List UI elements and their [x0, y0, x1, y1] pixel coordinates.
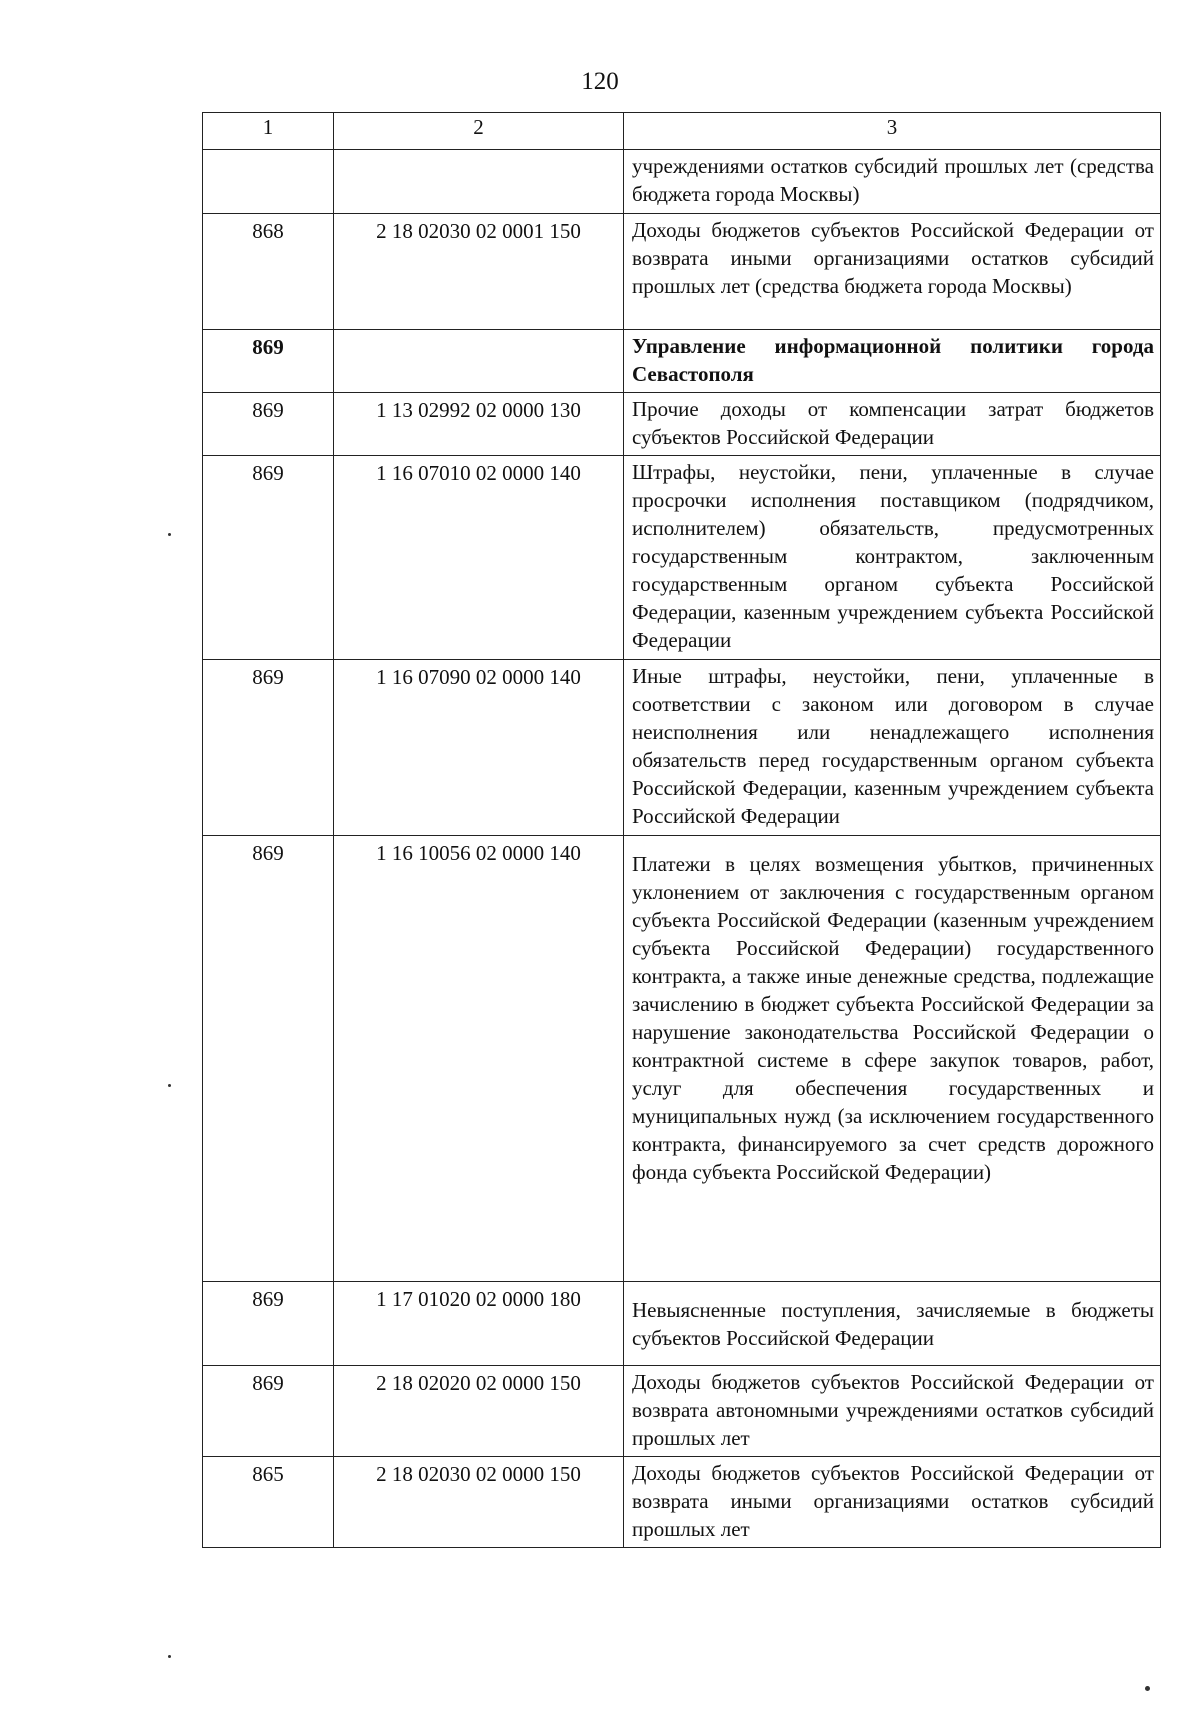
admin-code-cell: 869	[203, 330, 334, 393]
scan-speck	[168, 1655, 171, 1658]
admin-code-cell: 869	[203, 836, 334, 1282]
scan-speck	[1145, 1686, 1150, 1691]
revenue-code-cell: 1 16 07090 02 0000 140	[334, 660, 624, 836]
revenue-name-cell: Невыясненные поступления, зачисляемые в бюджеты субъектов Российской Федерации	[624, 1282, 1161, 1366]
revenue-code-cell: 2 18 02030 02 0001 150	[334, 214, 624, 330]
revenue-name-cell: Прочие доходы от компенсации затрат бюджетов субъектов Российской Федерации	[624, 393, 1161, 456]
revenue-code-cell: 1 13 02992 02 0000 130	[334, 393, 624, 456]
revenue-code-cell: 1 16 07010 02 0000 140	[334, 456, 624, 660]
revenue-name-cell: Доходы бюджетов субъектов Российской Федерации от возврата автономными учреждениями остатков субсидий прошлых лет	[624, 1366, 1161, 1457]
column-header-1: 1	[203, 113, 334, 150]
revenue-code-cell	[334, 330, 624, 393]
admin-code-cell: 865	[203, 1457, 334, 1548]
revenue-name-cell: Иные штрафы, неустойки, пени, уплаченные в соответствии с законом или договором в случае неисполнения или ненадлежащего исполнения обязательств перед государственным органом субъекта Российской Федерации, казенным учреждением субъекта Российской Федерации	[624, 660, 1161, 836]
revenue-code-cell	[334, 150, 624, 214]
admin-code-cell: 868	[203, 214, 334, 330]
revenue-name-cell: Штрафы, неустойки, пени, уплаченные в случае просрочки исполнения поставщиком (подрядчиком, исполнителем) обязательств, предусмотренных государственным контрактом, заключенным государственным органом субъекта Российской Федерации, казенным учреждением субъекта Российской Федерации	[624, 456, 1161, 660]
table-row	[203, 836, 1161, 1282]
revenue-code-cell: 1 16 10056 02 0000 140	[334, 836, 624, 1282]
table-row	[203, 1457, 1161, 1548]
revenue-code-cell: 1 17 01020 02 0000 180	[334, 1282, 624, 1366]
column-header-2: 2	[334, 113, 624, 150]
administrator-name-cell: Управление информационной политики города Севастополя	[624, 330, 1161, 393]
revenue-name-cell: учреждениями остатков субсидий прошлых лет (средства бюджета города Москвы)	[624, 150, 1161, 214]
revenue-code-cell: 2 18 02020 02 0000 150	[334, 1366, 624, 1457]
table-row	[203, 1366, 1161, 1457]
scan-speck	[168, 533, 171, 536]
page-number: 120	[581, 68, 619, 95]
table-row	[203, 393, 1161, 456]
revenue-table	[202, 112, 1161, 1548]
admin-code-cell: 869	[203, 660, 334, 836]
revenue-name-cell: Доходы бюджетов субъектов Российской Федерации от возврата иными организациями остатков субсидий прошлых лет (средства бюджета города Москвы)	[624, 214, 1161, 330]
admin-code-cell	[203, 150, 334, 214]
scan-speck	[168, 1084, 171, 1087]
table-row-section-header	[203, 330, 1161, 393]
table-row	[203, 456, 1161, 660]
revenue-code-cell: 2 18 02030 02 0000 150	[334, 1457, 624, 1548]
table-row	[203, 660, 1161, 836]
admin-code-cell: 869	[203, 393, 334, 456]
column-header-3: 3	[624, 113, 1161, 150]
table-header-row	[203, 113, 1161, 150]
table-row	[203, 150, 1161, 214]
revenue-name-cell: Платежи в целях возмещения убытков, причиненных уклонением от заключения с государственным органом субъекта Российской Федерации (казенным учреждением субъекта Российской Федерации) государственного контракта, а также иные денежные средства, подлежащие зачислению в бюджет субъекта Российской Федерации за нарушение законодательства Российской Федерации о контрактной системе в сфере закупок товаров, работ, услуг для обеспечения государственных и муниципальных нужд (за исключением государственного контракта, финансируемого за счет средств дорожного фонда субъекта Российской Федерации)	[624, 836, 1161, 1282]
revenue-name-cell: Доходы бюджетов субъектов Российской Федерации от возврата иными организациями остатков субсидий прошлых лет	[624, 1457, 1161, 1548]
admin-code-cell: 869	[203, 1366, 334, 1457]
admin-code-cell: 869	[203, 1282, 334, 1366]
table-row	[203, 214, 1161, 330]
table-row	[203, 1282, 1161, 1366]
admin-code-cell: 869	[203, 456, 334, 660]
